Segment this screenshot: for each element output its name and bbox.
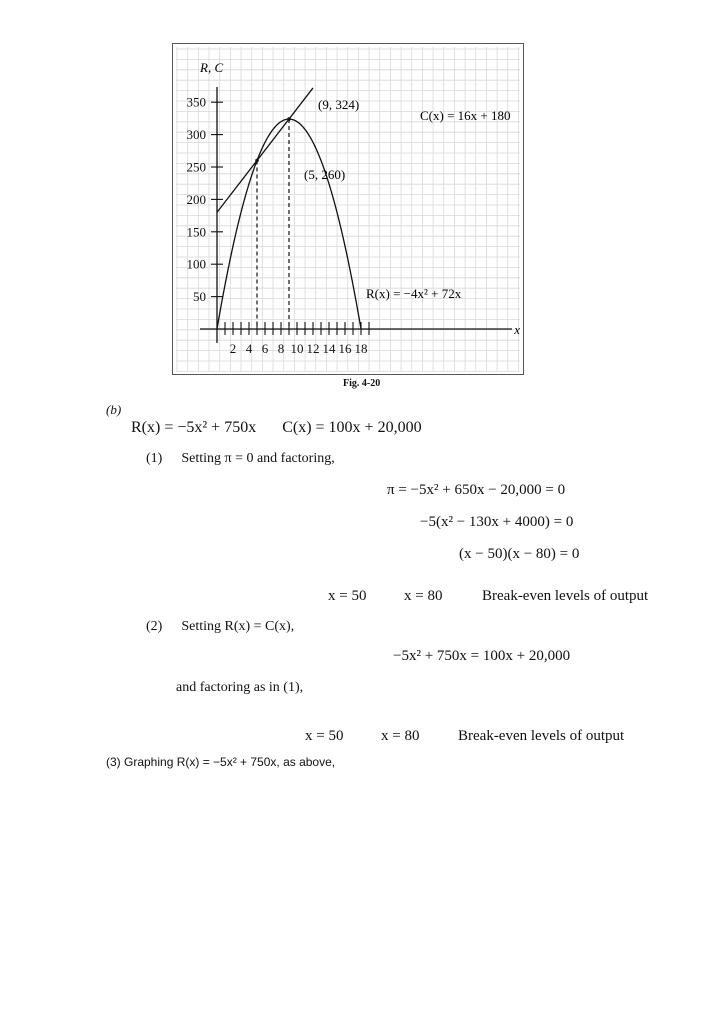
y-tick-label: 200 [186, 191, 206, 207]
equation-r-equals-c: −5x² + 750x = 100x + 20,000 [393, 648, 571, 664]
y-tick-label: 150 [186, 224, 206, 240]
step-2-text: Setting R(x) = C(x), [181, 619, 295, 634]
equation-profit: π = −5x² + 650x − 20,000 = 0 [387, 482, 566, 498]
step-1 [146, 451, 335, 467]
result-1-x50: x = 50 [328, 588, 367, 604]
break-even-figure [172, 43, 524, 375]
y-axis-label: R, C [200, 60, 224, 75]
y-tick-label: 250 [186, 159, 206, 175]
result-1-label: Break-even levels of output [482, 588, 649, 604]
result-2-label: Break-even levels of output [458, 728, 625, 744]
x-tick-label: 14 [322, 341, 336, 356]
x-tick-label: 6 [261, 341, 269, 356]
y-tick-label: 100 [186, 256, 206, 272]
x-tick-label: 2 [229, 341, 237, 356]
x-tick-label: 16 [338, 341, 352, 356]
step-3: (3) Graphing R(x) = −5x² + 750x, as above, [106, 755, 336, 769]
point-mark [255, 159, 259, 163]
x-axis-label: x [514, 322, 520, 337]
x-tick-label: 12 [306, 341, 320, 356]
revenue-cost-functions [131, 419, 422, 437]
result-2-x80: x = 80 [381, 728, 420, 744]
part-label: (b) [106, 402, 122, 417]
step-2-number: (2) [146, 619, 163, 634]
result-1-x80: x = 80 [404, 588, 443, 604]
result-2-x50: x = 50 [305, 728, 344, 744]
step-1-text: Setting π = 0 and factoring, [181, 451, 335, 466]
y-tick-label: 300 [186, 127, 206, 143]
equation-factored-1: −5(x² − 130x + 4000) = 0 [420, 514, 574, 530]
y-tick-label: 50 [193, 289, 206, 305]
factoring-note: and factoring as in (1), [176, 680, 304, 695]
y-tick-label: 350 [186, 94, 206, 110]
figure-caption: Fig. 4-20 [343, 378, 381, 389]
x-tick-label: 10 [290, 341, 304, 356]
x-tick-label: 18 [354, 341, 368, 356]
x-tick-label: 8 [277, 341, 285, 356]
x-tick-labels [230, 341, 368, 356]
revenue-function: R(x) = −5x² + 750x [131, 419, 257, 436]
revenue-function-label: R(x) = −4x² + 72x [366, 286, 462, 301]
cost-function-label: C(x) = 16x + 180 [420, 108, 511, 123]
equation-factored-2: (x − 50)(x − 80) = 0 [459, 546, 580, 562]
x-tick-label: 4 [245, 341, 253, 356]
point-label-5-260: (5, 260) [304, 167, 346, 182]
cost-function: C(x) = 100x + 20,000 [282, 419, 422, 436]
step-2 [146, 619, 294, 635]
point-label-9-324: (9, 324) [318, 97, 360, 112]
step-1-number: (1) [146, 451, 163, 466]
point-mark [287, 117, 291, 121]
